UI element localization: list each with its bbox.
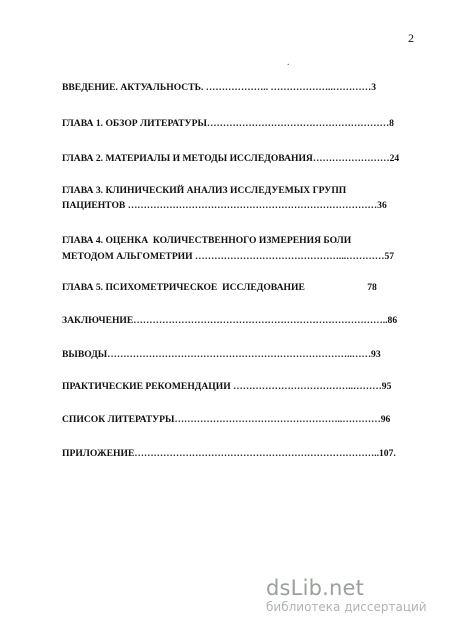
toc-conclusion: ЗАКЛЮЧЕНИЕ……………………………………………………………………..86 bbox=[62, 315, 398, 326]
toc-introduction: ВВЕДЕНИЕ. АКТУАЛЬНОСТЬ. ……………….. ………………..…………3 bbox=[62, 82, 377, 93]
watermark-subtitle: библиотека диссертаций bbox=[266, 600, 427, 614]
toc-chapter-1: ГЛАВА 1. ОБЗОР ЛИТЕРАТУРЫ…………………………………………………8 bbox=[62, 118, 394, 129]
toc-chapter-3-line-1: ГЛАВА 3. КЛИНИЧЕСКИЙ АНАЛИЗ ИССЛЕДУЕМЫХ ГРУПП bbox=[62, 185, 347, 196]
toc-chapter-2: ГЛАВА 2. МАТЕРИАЛЫ И МЕТОДЫ ИССЛЕДОВАНИЯ……………………24 bbox=[62, 153, 400, 164]
watermark-logo: dsLib.net bbox=[266, 576, 365, 600]
toc-chapter-4-line-1: ГЛАВА 4. ОЦЕНКА КОЛИЧЕСТВЕННОГО ИЗМЕРЕНИЯ БОЛИ bbox=[62, 235, 352, 246]
toc-chapter-3-line-2: ПАЦИЕНТОВ ……………………………………………………………………36 bbox=[62, 200, 387, 211]
toc-appendix: ПРИЛОЖЕНИЕ…………………………………………………………………..107. bbox=[62, 448, 396, 459]
toc-practical-recommendations: ПРАКТИЧЕСКИЕ РЕКОМЕНДАЦИИ ………………………………..………95 bbox=[62, 381, 392, 392]
stray-mark: . bbox=[287, 57, 290, 68]
toc-references: СПИСОК ЛИТЕРАТУРЫ……………………………………………..…………96 bbox=[62, 414, 391, 425]
toc-chapter-4-line-2: МЕТОДОМ АЛЬГОМЕТРИИ ………………………………………...…………57 bbox=[62, 251, 395, 262]
page-number: 2 bbox=[408, 31, 414, 45]
toc-findings: ВЫВОДЫ…………………………………………………………………..……93 bbox=[62, 349, 381, 360]
toc-chapter-5: ГЛАВА 5. ПСИХОМЕТРИЧЕСКОЕ ИССЛЕДОВАНИЕ 78 bbox=[62, 282, 377, 293]
watermark bbox=[266, 577, 427, 615]
